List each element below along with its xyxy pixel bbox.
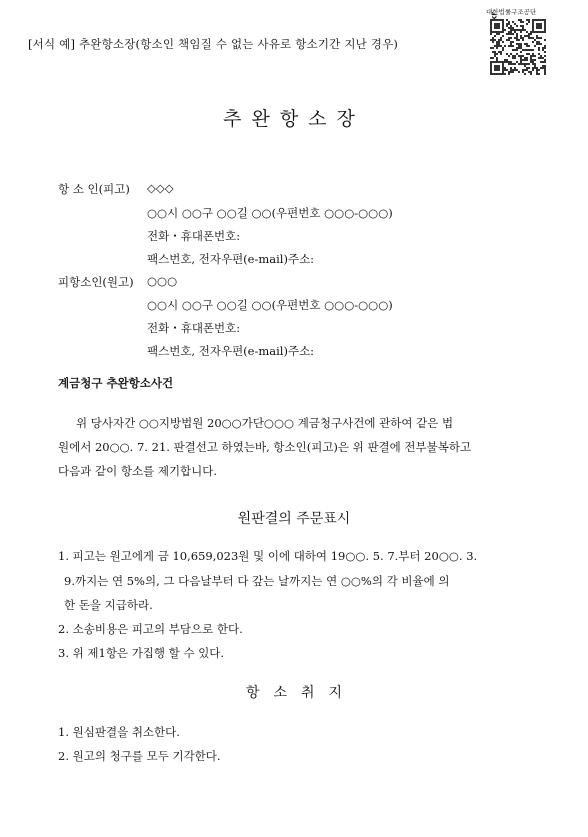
- stamp-label: 대한법률구조공단: [486, 8, 537, 16]
- appellee-label: 피항소인(원고): [58, 275, 134, 289]
- judgment-item: 1. 피고는 원고에게 금 10,659,023원 및 이에 대하여 19○○. 5. 7.부터 20○○. 3.: [58, 549, 478, 563]
- appellant-name: ◇◇◇: [147, 181, 174, 195]
- appeal-purpose-heading: 항소취지: [245, 685, 357, 701]
- intro-line: 다음과 같이 항소를 제기합니다.: [58, 464, 218, 478]
- document-title: 추완항소장: [223, 108, 365, 130]
- appellant-fax: 팩스번호, 전자우편(e-mail)주소:: [147, 252, 315, 266]
- original-judgment-heading: 원판결의 주문표시: [237, 511, 351, 527]
- appellant-phone: 전화・휴대폰번호:: [147, 229, 241, 243]
- judgment-item: 한 돈을 지급하라.: [64, 598, 153, 612]
- qr-code-icon: [490, 19, 546, 75]
- intro-line: 원에서 20○○. 7. 21. 판결선고 하였는바, 항소인(피고)은 위 판결에 전부불복하고: [58, 440, 472, 454]
- appellee-name: ○○○: [147, 274, 178, 288]
- judgment-item: 3. 위 제1항은 가집행 할 수 있다.: [58, 646, 225, 660]
- appellant-address: ○○시 ○○구 ○○길 ○○(우편번호 ○○○-○○○): [147, 206, 393, 220]
- judgment-item: 2. 소송비용은 피고의 부담으로 한다.: [58, 622, 243, 636]
- judgment-item: 9.까지는 연 5%의, 그 다음날부터 다 갚는 날까지는 연 ○○%의 각 비율에 의: [64, 574, 450, 588]
- appellant-label: 항 소 인(피고): [58, 182, 130, 196]
- appeal-item: 1. 원심판결을 취소한다.: [58, 725, 180, 739]
- appellee-phone: 전화・휴대폰번호:: [147, 321, 241, 335]
- form-header: [서식 예] 추완항소장(항소인 책임질 수 없는 사유로 항소기간 지난 경우): [28, 37, 399, 51]
- case-name: 계금청구 추완항소사건: [58, 376, 174, 390]
- appellee-address: ○○시 ○○구 ○○길 ○○(우편번호 ○○○-○○○): [147, 298, 393, 312]
- legal-aid-stamp: [476, 6, 548, 78]
- appeal-item: 2. 원고의 청구를 모두 기각한다.: [58, 749, 221, 763]
- intro-line: 위 당사자간 ○○지방법원 20○○가단○○○ 계금청구사건에 관하여 같은 법: [76, 416, 454, 430]
- appellee-fax: 팩스번호, 전자우편(e-mail)주소:: [147, 344, 315, 358]
